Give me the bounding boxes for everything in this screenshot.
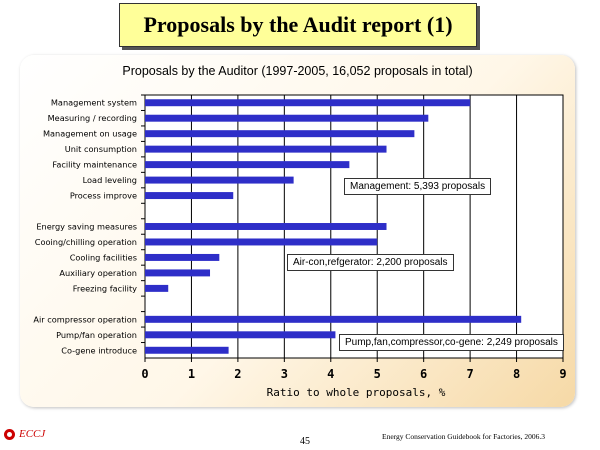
x-tick-label: 1 — [187, 367, 196, 381]
eccj-logo-text: ECCJ — [19, 428, 46, 440]
x-tick-label: 7 — [466, 367, 474, 381]
bar — [145, 146, 387, 153]
eccj-logo — [4, 428, 45, 440]
eccj-logo-icon — [4, 429, 15, 440]
y-tick-label: Facility maintenance — [52, 159, 137, 170]
slide-title: Proposals by the Audit report (1) — [119, 3, 477, 47]
y-tick-label: Air compressor operation — [33, 314, 137, 325]
bar — [145, 238, 377, 245]
bar — [145, 316, 521, 323]
bar — [145, 99, 470, 106]
bar — [145, 331, 335, 338]
chart-title: Proposals by the Auditor (1997-2005, 16,052 proposals in total) — [122, 64, 473, 78]
x-tick-label: 8 — [512, 367, 521, 381]
x-tick-label: 9 — [559, 367, 567, 381]
y-tick-label: Process improve — [69, 190, 137, 201]
x-tick-label: 6 — [420, 367, 428, 381]
source-citation: Energy Conservation Guidebook for Factories, 2006.3 — [382, 432, 545, 441]
bar — [145, 192, 233, 199]
bar — [145, 285, 168, 292]
bar — [145, 254, 219, 261]
y-tick-label: Cooing/chilling operation — [34, 236, 137, 247]
x-tick-label: 0 — [141, 367, 149, 381]
bar — [145, 177, 294, 184]
x-tick-label: 2 — [234, 367, 242, 381]
annotation-aircon: Air-con,refgerator: 2,200 proposals — [287, 254, 454, 271]
y-tick-label: Energy saving measures — [36, 221, 137, 232]
y-tick-label: Auxiliary operation — [59, 267, 137, 278]
y-tick-label: Unit consumption — [64, 144, 137, 155]
y-tick-label: Co-gene introduce — [61, 345, 137, 356]
page-number: 45 — [300, 436, 310, 447]
y-tick-label: Load leveling — [82, 175, 137, 186]
x-tick-label: 3 — [280, 367, 288, 381]
y-tick-label: Pump/fan operation — [56, 329, 137, 340]
bar — [145, 223, 387, 230]
y-tick-label: Management on usage — [42, 128, 137, 139]
bar — [145, 269, 210, 276]
bar — [145, 161, 349, 168]
bar — [145, 130, 414, 137]
bar — [145, 347, 229, 354]
y-tick-label: Cooling facilities — [69, 252, 137, 263]
bar — [145, 115, 428, 122]
y-tick-label: Measuring / recording — [47, 113, 137, 124]
y-tick-label: Freezing facility — [72, 283, 137, 294]
annotation-pump: Pump,fan,compressor,co-gene: 2,249 proposals — [339, 334, 564, 351]
x-tick-label: 5 — [373, 367, 381, 381]
x-tick-label: 4 — [327, 367, 335, 381]
x-axis-label: Ratio to whole proposals, % — [266, 386, 446, 399]
annotation-management: Management: 5,393 proposals — [344, 178, 491, 195]
y-tick-label: Management system — [50, 97, 137, 108]
